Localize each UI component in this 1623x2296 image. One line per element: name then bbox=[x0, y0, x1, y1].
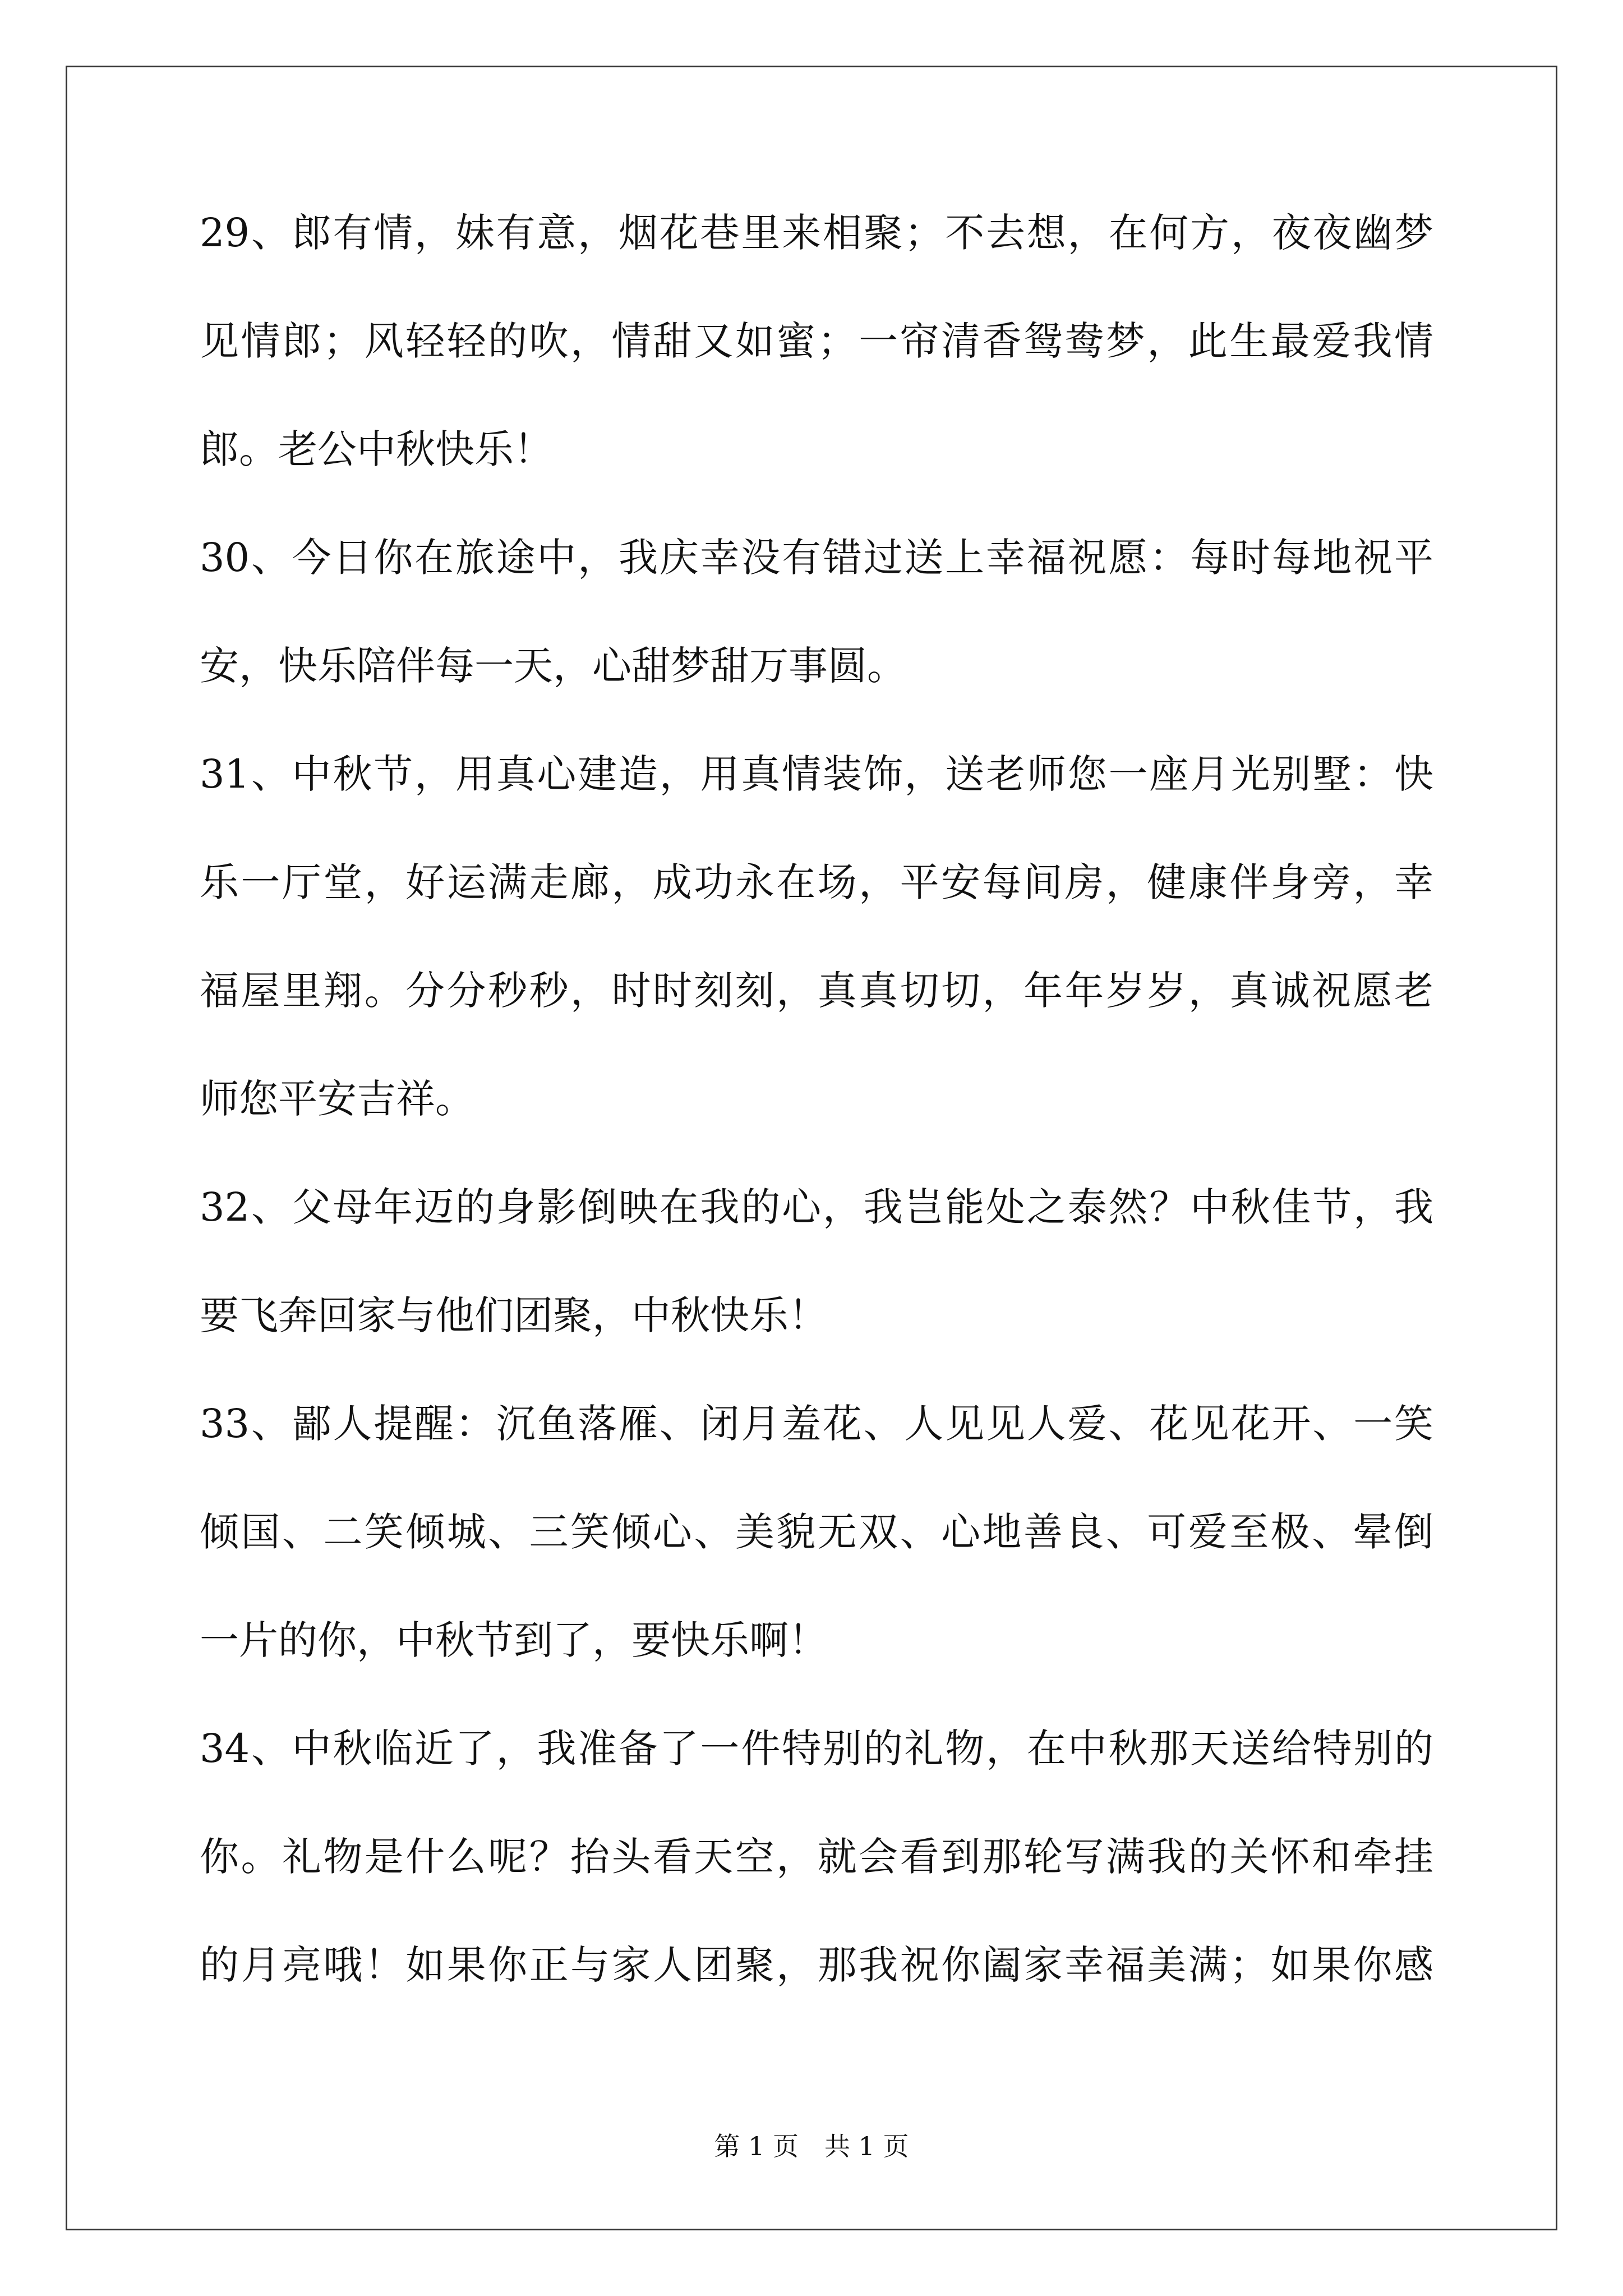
text-line: 福屋里翔。分分秒秒，时时刻刻，真真切切，年年岁岁，真诚祝愿老 bbox=[200, 968, 1433, 1014]
text-line: 34、中秋临近了，我准备了一件特别的礼物，在中秋那天送给特别的 bbox=[200, 1726, 1433, 1772]
text-line: 30、今日你在旅途中，我庆幸没有错过送上幸福祝愿：每时每地祝平 bbox=[200, 535, 1433, 581]
text-line: 郎。老公中秋快乐！ bbox=[200, 426, 553, 472]
page-footer bbox=[0, 2129, 1623, 2163]
text-line: 安，快乐陪伴每一天，心甜梦甜万事圆。 bbox=[200, 643, 906, 689]
page-border bbox=[66, 66, 1557, 2230]
text-line: 一片的你，中秋节到了，要快乐啊！ bbox=[200, 1617, 828, 1663]
text-line: 倾国、二笑倾城、三笑倾心、美貌无双、心地善良、可爱至极、晕倒 bbox=[200, 1509, 1433, 1555]
page-number-current: 第 1 页 bbox=[714, 2131, 799, 2161]
text-line: 见情郎；风轻轻的吹，情甜又如蜜；一帘清香鸳鸯梦，此生最爱我情 bbox=[200, 318, 1433, 364]
text-line: 师您平安吉祥。 bbox=[200, 1076, 474, 1122]
text-line: 31、中秋节，用真心建造，用真情装饰，送老师您一座月光别墅：快 bbox=[200, 751, 1433, 797]
text-line: 的月亮哦！如果你正与家人团聚，那我祝你阖家幸福美满；如果你感 bbox=[200, 1942, 1433, 1988]
text-line: 你。礼物是什么呢？抬头看天空，就会看到那轮写满我的关怀和牵挂 bbox=[200, 1834, 1433, 1880]
text-line: 33、鄙人提醒：沉鱼落雁、闭月羞花、人见见人爱、花见花开、一笑 bbox=[200, 1401, 1433, 1447]
text-line: 要飞奔回家与他们团聚，中秋快乐！ bbox=[200, 1292, 828, 1338]
page-number-total: 共 1 页 bbox=[824, 2131, 909, 2161]
text-line: 乐一厅堂，好运满走廊，成功永在场，平安每间房，健康伴身旁，幸 bbox=[200, 859, 1433, 905]
text-line: 29、郎有情，妹有意，烟花巷里来相聚；不去想，在何方，夜夜幽梦 bbox=[200, 210, 1433, 256]
text-line: 32、父母年迈的身影倒映在我的心，我岂能处之泰然？中秋佳节，我 bbox=[200, 1184, 1433, 1230]
